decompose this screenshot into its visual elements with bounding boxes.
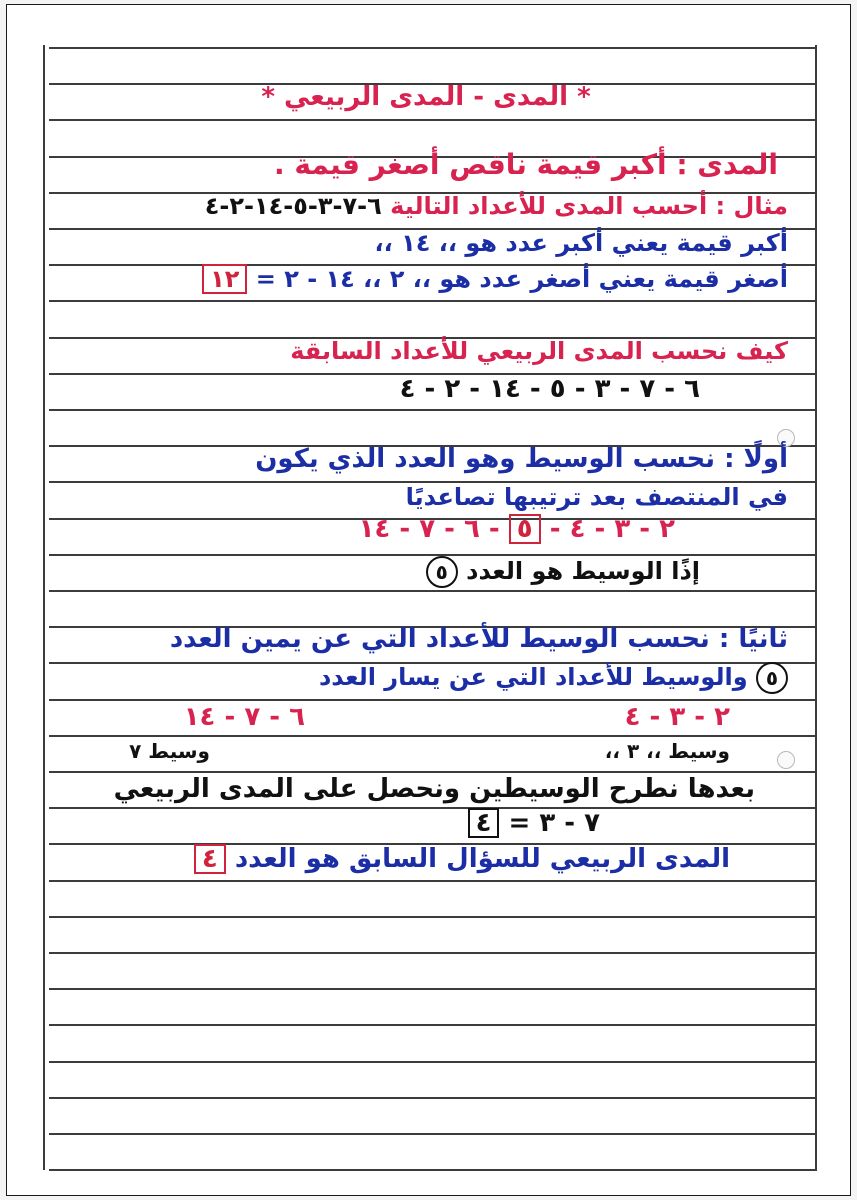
median-conclusion-text: إذًا الوسيط هو العدد	[466, 557, 700, 585]
right-group: ٢ - ٣ - ٤	[624, 702, 730, 732]
sorted-after: - ٦ - ٧ - ١٤	[358, 514, 500, 544]
step3-line1: بعدها نطرح الوسيطين ونحصل على المدى الربيعي	[113, 774, 755, 804]
ruled-line	[49, 119, 817, 121]
ruled-line	[49, 409, 817, 411]
left-margin-line	[43, 45, 45, 1170]
step2-line2	[319, 661, 788, 694]
calc-text: ٧ - ٣ =	[508, 808, 600, 838]
smallest-value-line	[202, 263, 788, 295]
right-margin-line	[815, 45, 817, 1170]
quartile-question: كيف نحسب المدى الربيعي للأعداد السابقة	[290, 337, 788, 365]
ruled-line	[49, 590, 817, 592]
example-numbers: ٦-٧-٣-٥-١٤-٢-٤	[204, 192, 382, 220]
punch-hole-bottom	[777, 751, 795, 769]
step2-line2-text: والوسيط للأعداد التي عن يسار العدد	[318, 663, 748, 691]
ruled-line	[49, 880, 817, 882]
right-median: وسيط ،، ٣ ،،	[604, 739, 730, 763]
ruled-line	[49, 807, 817, 809]
range-definition: المدى : أكبر قيمة ناقص أصغر قيمة .	[274, 148, 778, 181]
smallest-value-text: أصغر قيمة يعني أصغر عدد هو ،، ٢ ،، ١٤ - ٢ =	[255, 265, 788, 293]
left-median: وسيط ٧	[129, 739, 210, 763]
left-group: ٦ - ٧ - ١٤	[183, 702, 305, 732]
calc-result-box: ٤	[468, 808, 500, 838]
final-answer-text: المدى الربيعي للسؤال السابق هو العدد	[234, 844, 730, 874]
ruled-line	[49, 1169, 817, 1171]
step1-line2: في المنتصف بعد ترتيبها تصاعديًا	[405, 483, 788, 511]
median-box: ٥	[509, 514, 541, 544]
median-circle: ٥	[426, 556, 458, 588]
ruled-line	[49, 952, 817, 954]
final-answer	[194, 843, 730, 875]
quartile-calculation	[468, 807, 600, 839]
ruled-line	[49, 47, 817, 49]
ruled-line	[49, 1133, 817, 1135]
ruled-line	[49, 916, 817, 918]
step2-line1: ثانيًا : نحسب الوسيط للأعداد التي عن يمين العدد	[169, 624, 788, 654]
ruled-line	[49, 1024, 817, 1026]
ruled-line	[49, 1097, 817, 1099]
notebook-page	[6, 4, 851, 1196]
step2-circle: ٥	[756, 662, 788, 694]
sorted-numbers	[359, 513, 675, 545]
largest-value-line: أكبر قيمة يعني أكبر عدد هو ،، ١٤ ،،	[374, 229, 788, 257]
median-conclusion	[426, 555, 700, 588]
number-row: ٦ - ٧ - ٣ - ٥ - ١٤ - ٢ - ٤	[399, 374, 700, 404]
page-title: * المدى - المدى الربيعي *	[261, 82, 591, 112]
example-label: مثال : أحسب المدى للأعداد التالية	[390, 192, 788, 220]
step1-line1: أولًا : نحسب الوسيط وهو العدد الذي يكون	[255, 444, 788, 474]
final-answer-box: ٤	[194, 844, 226, 874]
range-answer: ١٢	[202, 264, 247, 294]
ruled-line	[49, 1061, 817, 1063]
example-line	[205, 190, 788, 222]
ruled-line	[49, 300, 817, 302]
ruled-line	[49, 988, 817, 990]
sorted-before: ٢ - ٣ - ٤ -	[549, 514, 675, 544]
